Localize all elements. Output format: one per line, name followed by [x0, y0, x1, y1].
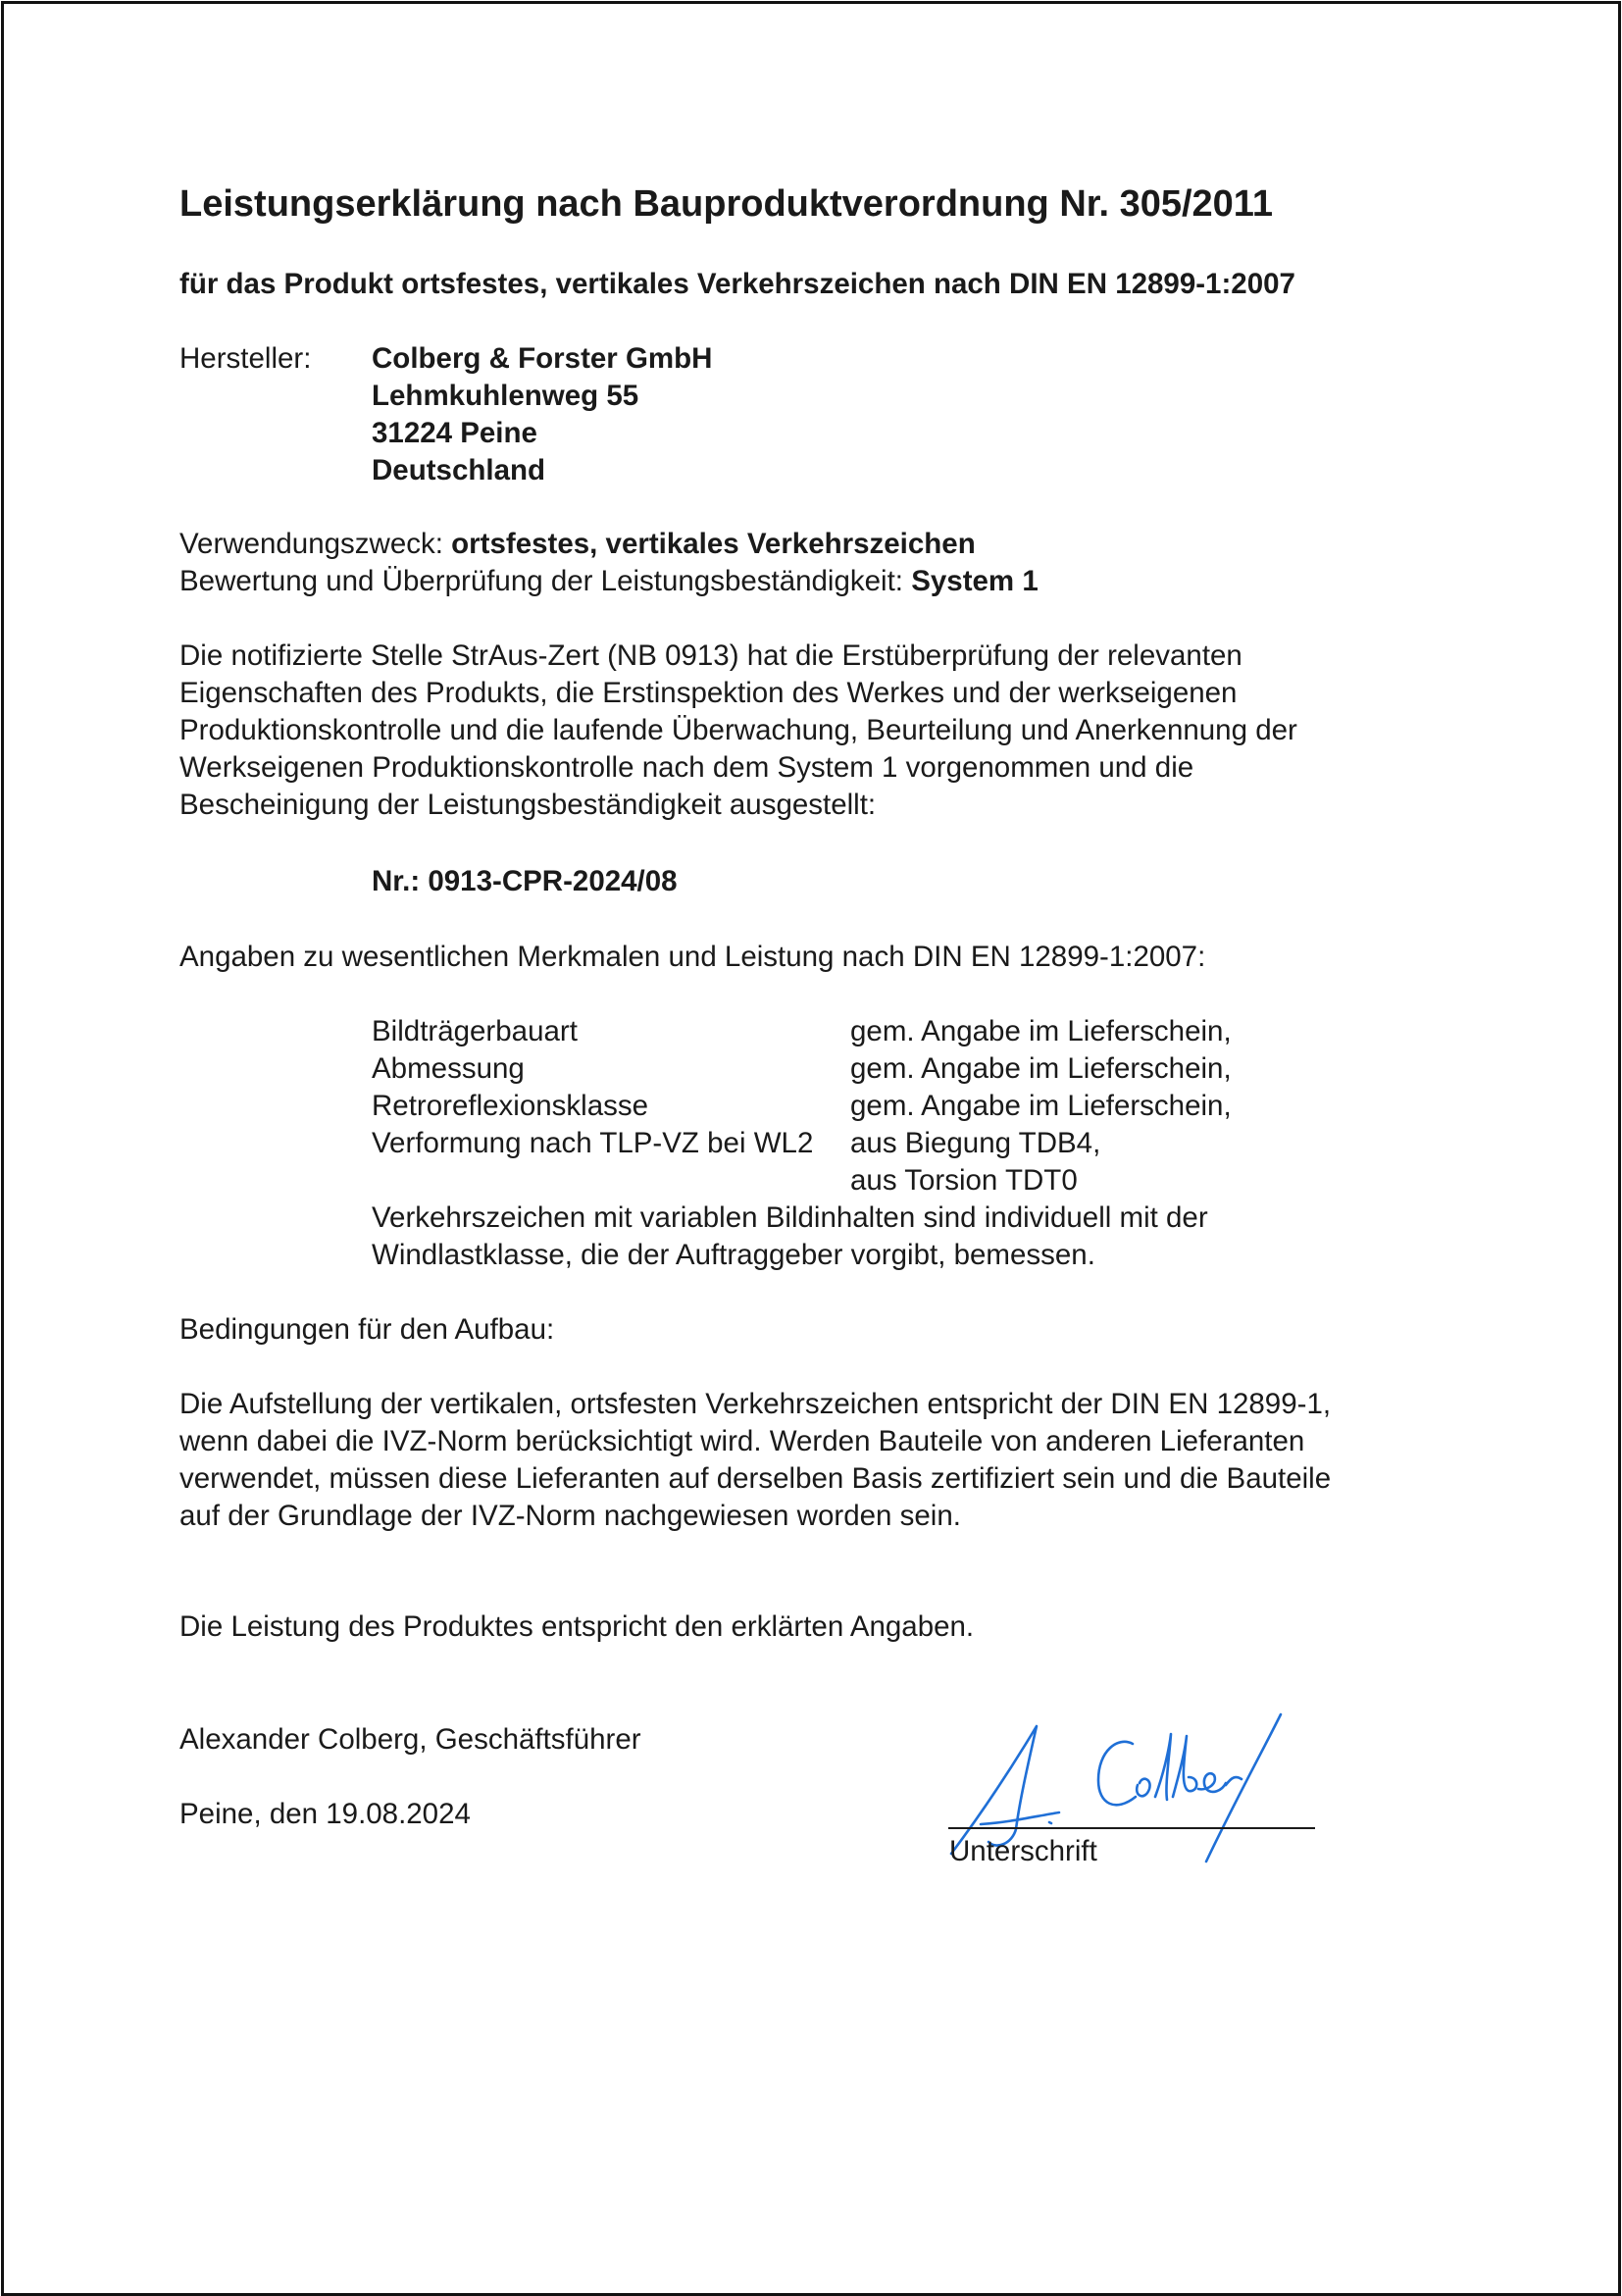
signature-line	[948, 1827, 1315, 1829]
notified-body-line-2: Eigenschaften des Produkts, die Erstinspektion des Werkes und der werkseigenen	[179, 677, 1238, 709]
installation-line-2: wenn dabei die IVZ-Norm berücksichtigt wird. Werden Bauteile von anderen Lieferanten	[179, 1425, 1305, 1457]
manufacturer-street: Lehmkuhlenweg 55	[372, 380, 639, 412]
manufacturer-label: Hersteller:	[179, 342, 312, 375]
signature-label: Unterschrift	[949, 1835, 1097, 1867]
manufacturer-country: Deutschland	[372, 454, 546, 486]
characteristic-value: gem. Angabe im Lieferschein,	[850, 1015, 1232, 1047]
characteristic-value: gem. Angabe im Lieferschein,	[850, 1052, 1232, 1085]
notified-body-line-3: Produktionskontrolle und die laufende Überwachung, Beurteilung und Anerkennung der	[179, 714, 1297, 746]
certificate-number: Nr.: 0913-CPR-2024/08	[372, 865, 678, 897]
place-date: Peine, den 19.08.2024	[179, 1798, 471, 1830]
assessment-value: System 1	[911, 565, 1039, 597]
installation-line-3: verwendet, müssen diese Lieferanten auf derselben Basis zertifiziert sein und die Bauteile	[179, 1462, 1332, 1495]
installation-heading: Bedingungen für den Aufbau:	[179, 1313, 555, 1346]
characteristic-value: gem. Angabe im Lieferschein,	[850, 1090, 1232, 1122]
characteristic-name: Retroreflexionsklasse	[372, 1090, 649, 1122]
notified-body-line-4: Werkseigenen Produktionskontrolle nach dem System 1 vorgenommen und die	[179, 751, 1194, 784]
notified-body-line-5: Bescheinigung der Leistungsbeständigkeit ausgestellt:	[179, 789, 877, 821]
variable-signs-note-line-2: Windlastklasse, die der Auftraggeber vorgibt, bemessen.	[372, 1239, 1095, 1271]
manufacturer-name: Colberg & Forster GmbH	[372, 342, 713, 375]
characteristic-name: Verformung nach TLP-VZ bei WL2	[372, 1127, 814, 1159]
installation-line-4: auf der Grundlage der IVZ-Norm nachgewiesen worden sein.	[179, 1500, 961, 1532]
usage-label: Verwendungszweck:	[179, 528, 443, 560]
assessment-label: Bewertung und Überprüfung der Leistungsbeständigkeit:	[179, 565, 903, 597]
characteristics-intro: Angaben zu wesentlichen Merkmalen und Leistung nach DIN EN 12899-1:2007:	[179, 941, 1206, 973]
signatory: Alexander Colberg, Geschäftsführer	[179, 1723, 641, 1756]
assessment-line	[179, 563, 1039, 600]
manufacturer-city: 31224 Peine	[372, 417, 537, 449]
performance-statement: Die Leistung des Produktes entspricht den erklärten Angaben.	[179, 1610, 975, 1643]
installation-line-1: Die Aufstellung der vertikalen, ortsfesten Verkehrszeichen entspricht der DIN EN 12899-1,	[179, 1388, 1332, 1420]
characteristic-name: Bildträgerbauart	[372, 1015, 578, 1047]
document-subtitle: für das Produkt ortsfestes, vertikales Verkehrszeichen nach DIN EN 12899-1:2007	[179, 268, 1295, 300]
variable-signs-note-line-1: Verkehrszeichen mit variablen Bildinhalten sind individuell mit der	[372, 1201, 1208, 1234]
characteristic-value: aus Biegung TDB4,	[850, 1127, 1101, 1159]
document-title: Leistungserklärung nach Bauproduktverordnung Nr. 305/2011	[179, 183, 1273, 225]
characteristic-value: aus Torsion TDT0	[850, 1164, 1078, 1197]
usage-value: ortsfestes, vertikales Verkehrszeichen	[451, 528, 976, 560]
characteristic-name: Abmessung	[372, 1052, 525, 1085]
notified-body-line-1: Die notifizierte Stelle StrAus-Zert (NB 0913) hat die Erstüberprüfung der relevanten	[179, 639, 1242, 672]
usage-line	[179, 526, 976, 563]
